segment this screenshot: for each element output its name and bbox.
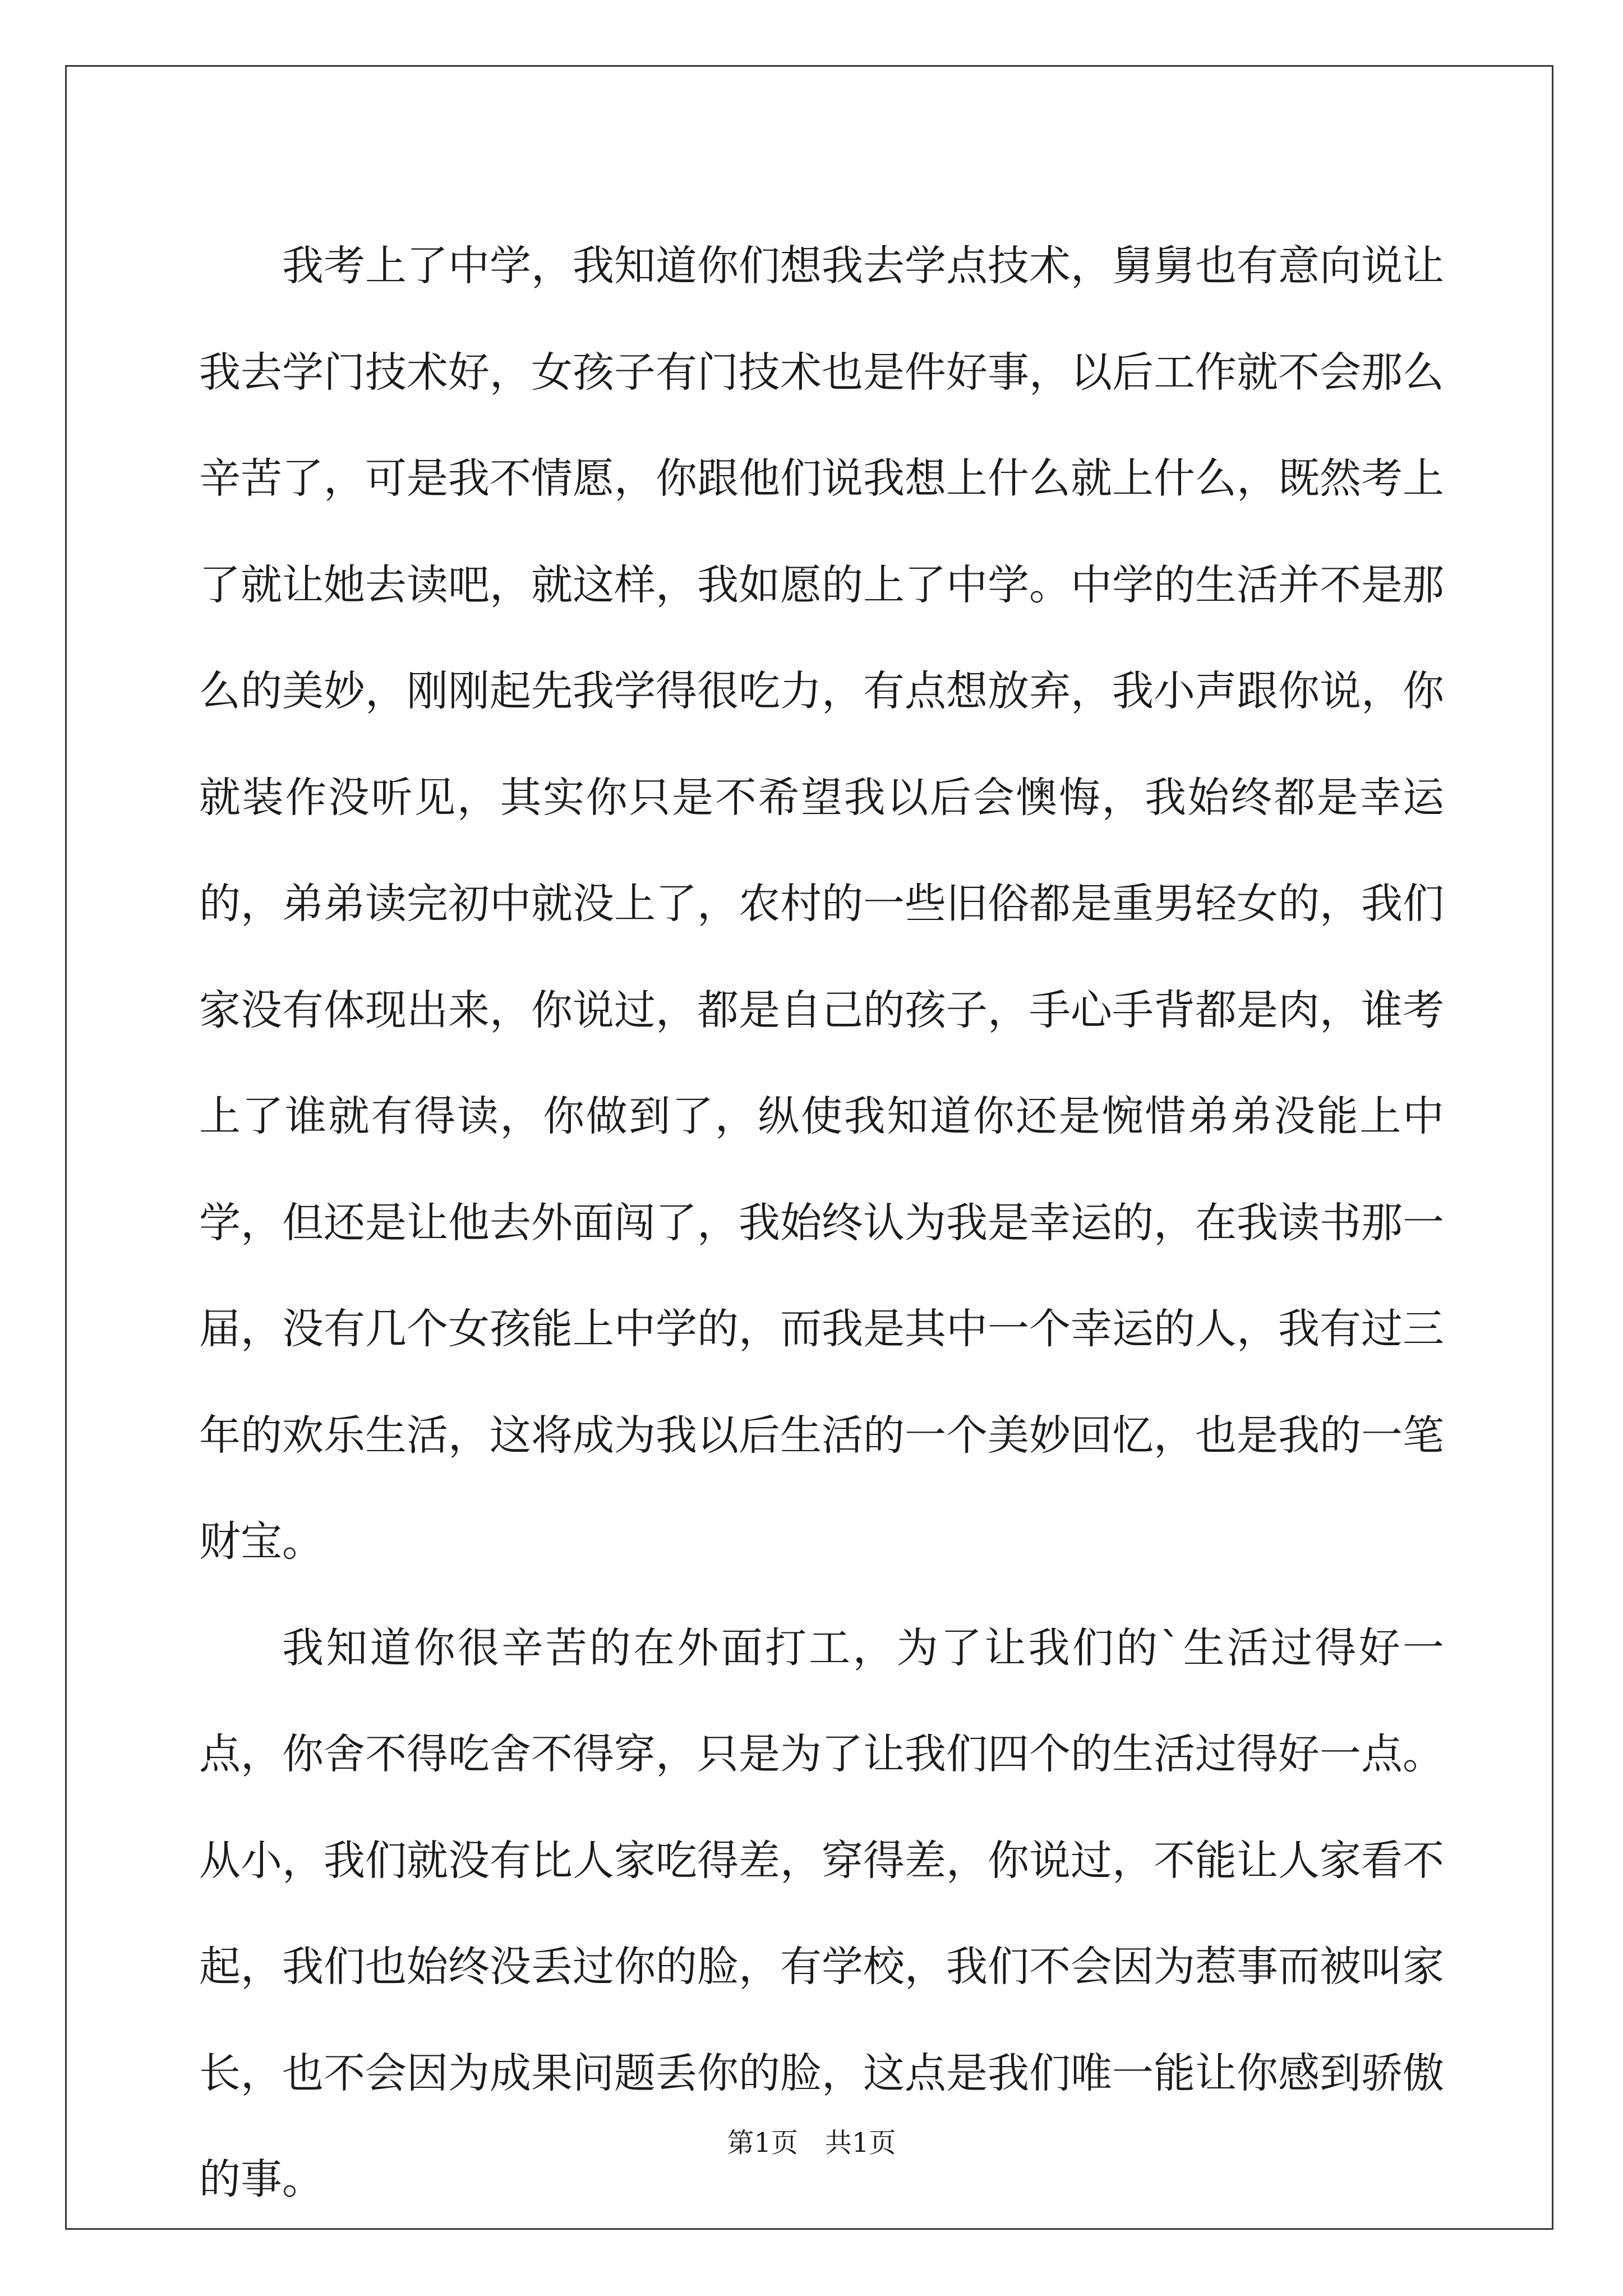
page-footer bbox=[0, 2126, 1623, 2160]
page-number-current: 第1页 bbox=[727, 2127, 798, 2159]
document-body bbox=[199, 213, 1444, 2233]
paragraph-1: 我考上了中学，我知道你们想我去学点技术，舅舅也有意向说让我去学门技术好，女孩子有门技术也是件好事，以后工作就不会那么辛苦了，可是我不情愿，你跟他们说我想上什么就上什么，既然考上了就让她去读吧，就这样，我如愿的上了中学。中学的生活并不是那么的美妙，刚刚起先我学得很吃力，有点想放弃，我小声跟你说，你就装作没听见，其实你只是不希望我以后会懊悔，我始终都是幸运的，弟弟读完初中就没上了，农村的一些旧俗都是重男轻女的，我们家没有体现出来，你说过，都是自己的孩子，手心手背都是肉，谁考上了谁就有得读，你做到了，纵使我知道你还是惋惜弟弟没能上中学，但还是让他去外面闯了，我始终认为我是幸运的，在我读书那一届，没有几个女孩能上中学的，而我是其中一个幸运的人，我有过三年的欢乐生活，这将成为我以后生活的一个美妙回忆，也是我的一笔财宝。 bbox=[199, 242, 1444, 1566]
page-number-total: 共1页 bbox=[825, 2127, 896, 2159]
paragraph-2: 我知道你很辛苦的在外面打工，为了让我们的`生活过得好一点，你舍不得吃舍不得穿，只是为了让我们四个的生活过得好一点。从小，我们就没有比人家吃得差，穿得差，你说过，不能让人家看不起，我们也始终没丢过你的脸，有学校，我们不会因为惹事而被叫家长，也不会因为成果问题丢你的脸，这点是我们唯一能让你感到骄傲的事。 bbox=[199, 1623, 1444, 2203]
